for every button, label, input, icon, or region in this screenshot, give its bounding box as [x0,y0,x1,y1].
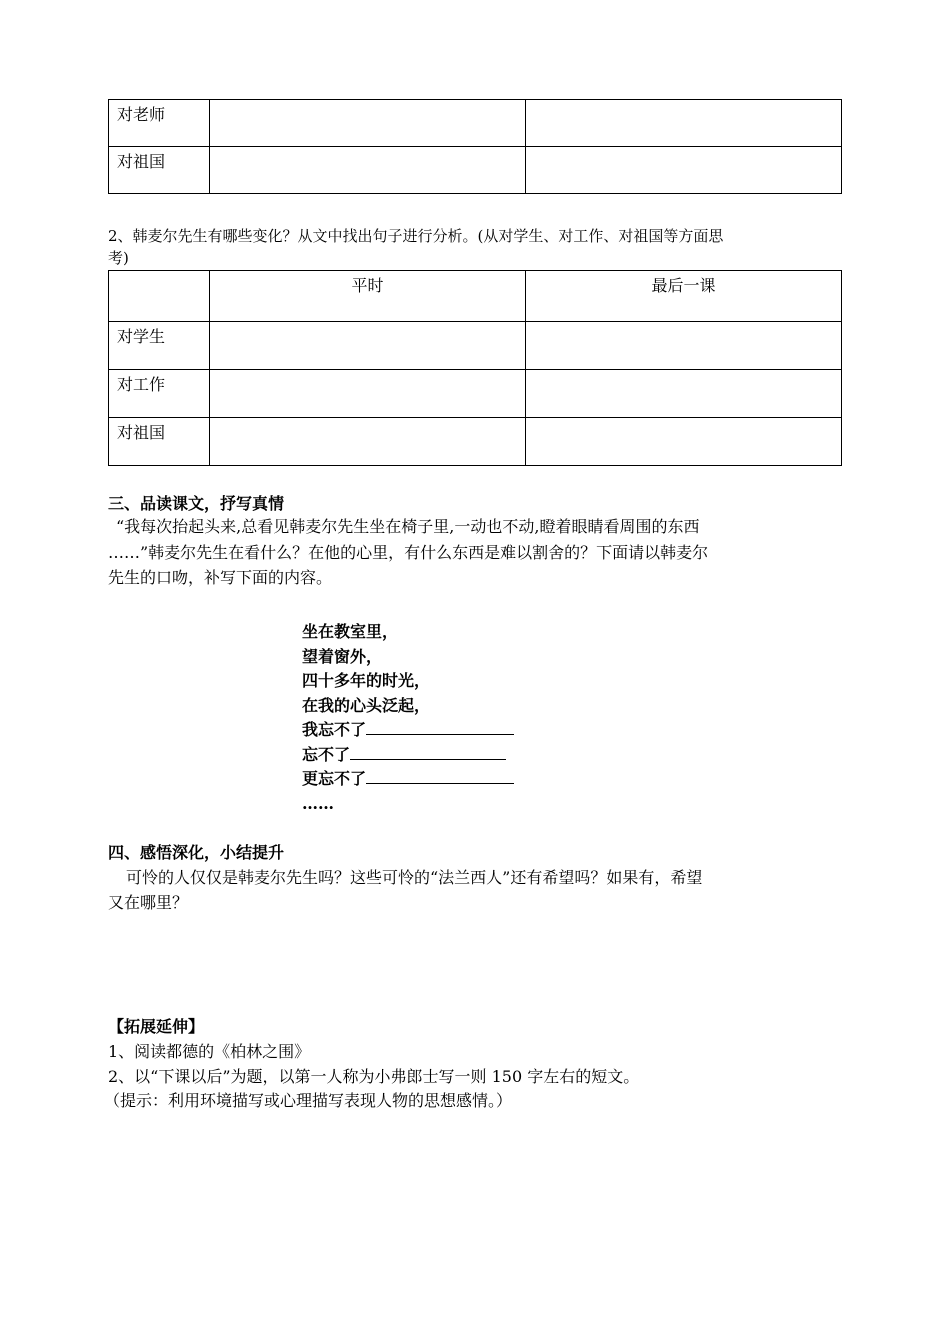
answer-cell [210,100,526,147]
answer-cell [526,100,842,147]
table-row [109,322,842,370]
header-last-lesson: 最后一课 [651,276,716,295]
attitude-table-continued [108,99,842,194]
extension-hint: （提示：利用环境描写或心理描写表现人物的思想感情。） [104,1091,513,1110]
row-label-cell [109,370,210,418]
table-row [109,100,842,147]
answer-cell [526,370,842,418]
section-3-para-line-1: “我每次抬起头来,总看见韩麦尔先生坐在椅子里,一动也不动,瞪着眼睛看周围的东西 [116,517,700,536]
table-row [109,370,842,418]
fill-blank [366,767,514,784]
row-label: 对祖国 [117,152,166,171]
header-cell-usual [210,271,526,322]
section-4-heading: 四、感悟深化，小结提升 [108,843,285,862]
poem-line: 坐在教室里， [302,622,399,641]
section-4-para-line-1: 可怜的人仅仅是韩麦尔先生吗？这些可怜的“法兰西人”还有希望吗？如果有，希望 [126,868,703,887]
row-label: 对老师 [117,105,166,124]
question-2-line-2: 考) [108,249,129,267]
row-label: 对学生 [117,327,166,346]
change-analysis-table [108,270,842,466]
poem-line: 望着窗外， [302,646,383,666]
poem-line: 在我的心头泛起， [302,695,431,715]
poem-block [302,620,514,816]
row-label-cell [109,322,210,370]
fill-blank [366,718,514,735]
table-row [109,147,842,194]
header-cell-last-lesson [526,271,842,322]
row-label-cell [109,418,210,466]
answer-cell [526,322,842,370]
answer-cell [526,418,842,466]
section-4-para-line-2: 又在哪里？ [108,893,189,912]
poem-line-blank: 更忘不了 [302,767,514,792]
poem-line: …… [302,793,334,813]
answer-cell [526,147,842,194]
answer-cell [210,147,526,194]
section-3-para-line-3: 先生的口吻，补写下面的内容。 [108,568,333,587]
table-header-row [109,271,842,322]
poem-line-blank: 我忘不了 [302,718,514,743]
extension-item-1: 1、阅读都德的《柏林之围》 [108,1042,311,1061]
section-3-heading: 三、品读课文，抒写真情 [108,494,285,513]
answer-cell [210,418,526,466]
row-label-cell [109,100,210,147]
fill-blank [350,743,506,760]
header-cell-empty [109,271,210,322]
table-row [109,418,842,466]
answer-cell [210,322,526,370]
row-label-cell [109,147,210,194]
question-2-line-1: 2、韩麦尔先生有哪些变化？从文中找出句子进行分析。(从对学生、对工作、对祖国等方面思 [108,227,724,245]
row-label: 对工作 [117,375,166,394]
extension-item-2: 2、以“下课以后”为题，以第一人称为小弗郎士写一则 150 字左右的短文。 [108,1067,640,1086]
answer-cell [210,370,526,418]
poem-line-blank: 忘不了 [302,743,514,768]
extension-heading: 【拓展延伸】 [108,1017,205,1036]
header-usual: 平时 [351,276,384,295]
poem-line: 四十多年的时光， [302,671,431,690]
section-3-para-line-2: ……”韩麦尔先生在看什么？在他的心里，有什么东西是难以割舍的？下面请以韩麦尔 [108,543,709,562]
row-label: 对祖国 [117,423,166,442]
